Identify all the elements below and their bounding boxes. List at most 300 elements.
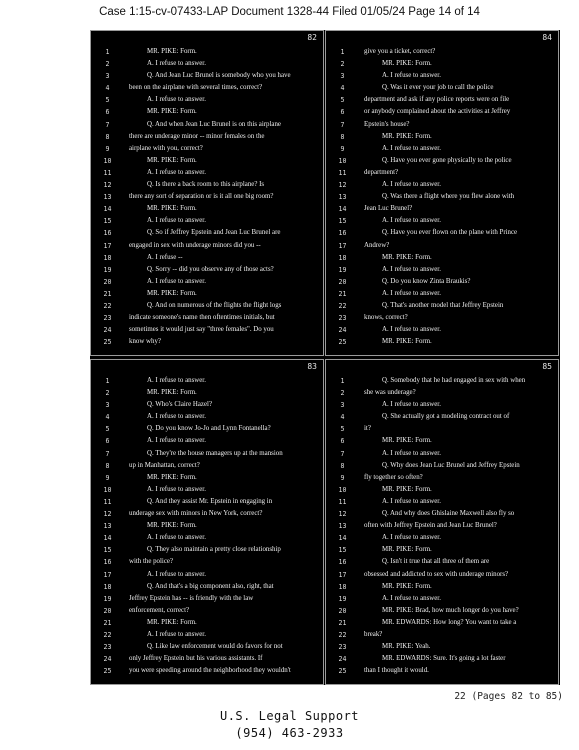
line-text: A. I refuse to answer.: [147, 534, 206, 542]
transcript-line: [91, 203, 323, 215]
transcript-line: [326, 460, 558, 472]
line-text: A. I refuse to answer.: [382, 144, 441, 152]
transcript-line: [91, 544, 323, 556]
transcript-line: [326, 336, 558, 348]
transcript-line: [91, 605, 323, 617]
line-number: 13: [103, 193, 112, 202]
line-text: A. I refuse to answer.: [147, 485, 206, 493]
transcript-line: [326, 556, 558, 568]
line-number: 16: [338, 558, 347, 567]
line-text: or anybody complained about the activities at Jeffrey: [364, 108, 511, 116]
line-text: indicate someone's name then oftentimes initials, but: [129, 314, 275, 322]
line-text: A. I refuse to answer.: [382, 401, 441, 409]
line-text: than I thought it would.: [364, 667, 429, 675]
line-number: 5: [105, 96, 110, 105]
transcript-line: [326, 119, 558, 131]
line-text: Q. Do you know Jo-Jo and Lynn Fontanella?: [147, 425, 271, 433]
line-text: MR. PIKE: Form.: [147, 522, 197, 530]
page-lines: [326, 46, 558, 348]
line-number: 22: [338, 630, 347, 639]
line-text: Q. And why does Ghislaine Maxwell also fly so: [382, 510, 515, 518]
line-text: Andrew?: [364, 241, 390, 249]
transcript-line: [326, 203, 558, 215]
line-number: 12: [103, 181, 112, 190]
line-number: 23: [103, 314, 112, 323]
line-text: Q. Like law enforcement would do favors for not: [147, 643, 283, 651]
line-number: 4: [105, 413, 110, 422]
line-number: 16: [103, 229, 112, 238]
line-text: give you a ticket, correct?: [364, 48, 436, 55]
transcript-line: [326, 300, 558, 312]
line-text: MR. EDWARDS: How long? You want to take a: [382, 618, 517, 626]
line-text: A. I refuse to answer.: [382, 181, 441, 189]
transcript-line: [326, 387, 558, 399]
page-number: 83: [307, 362, 317, 371]
line-number: 14: [338, 205, 347, 214]
line-number: 16: [338, 229, 347, 238]
line-text: Q. That's another model that Jeffrey Epstein: [382, 301, 504, 309]
transcript-line: [326, 375, 558, 387]
line-text: engaged in sex with underage minors did you --: [129, 241, 261, 249]
transcript-line: [326, 435, 558, 447]
line-text: MR. PIKE: Form.: [147, 618, 197, 626]
line-number: 18: [103, 582, 112, 591]
transcript-line: [326, 617, 558, 629]
transcript-sheet: [90, 30, 560, 685]
line-text: Q. Do you know Zinta Braukis?: [382, 277, 471, 285]
line-text: MR. PIKE: Form.: [382, 132, 432, 140]
transcript-line: [326, 665, 558, 677]
line-number: 11: [103, 497, 112, 506]
line-text: MR. PIKE: Form.: [147, 156, 197, 164]
line-text: Q. And when Jean Luc Brunel is on this airplane: [147, 120, 281, 128]
line-text: MR. PIKE: Form.: [147, 108, 197, 116]
line-text: A. I refuse to answer.: [382, 534, 441, 542]
line-text: fly together so often?: [364, 473, 423, 481]
line-text: A. I refuse to answer.: [147, 60, 206, 68]
line-text: department and ask if any police reports were on file: [364, 96, 510, 104]
line-number: 8: [340, 132, 345, 141]
transcript-line: [91, 496, 323, 508]
page-number: 82: [307, 33, 317, 42]
line-number: 19: [103, 594, 112, 603]
line-number: 18: [338, 582, 347, 591]
line-text: been on the airplane with several times, correct?: [129, 84, 263, 92]
transcript-line: [91, 106, 323, 118]
transcript-line: [91, 581, 323, 593]
line-text: Q. Have you ever gone physically to the police: [382, 156, 512, 164]
line-text: MR. EDWARDS: Sure. It's going a lot faster: [382, 655, 506, 663]
transcript-line: [326, 653, 558, 665]
line-number: 4: [340, 413, 345, 422]
line-text: A. I refuse to answer.: [147, 277, 206, 285]
transcript-line: [91, 532, 323, 544]
line-number: 6: [105, 437, 110, 446]
line-number: 24: [103, 326, 112, 335]
transcript-line: [91, 556, 323, 568]
line-number: 13: [338, 522, 347, 531]
transcript-line: [326, 641, 558, 653]
transcript-line: [91, 82, 323, 94]
line-number: 14: [338, 534, 347, 543]
line-text: department?: [364, 168, 399, 176]
line-text: Q. And that's a big component also, right, that: [147, 582, 274, 590]
transcript-line: [91, 472, 323, 484]
line-number: 20: [338, 606, 347, 615]
transcript-line: [91, 58, 323, 70]
line-number: 15: [103, 217, 112, 226]
line-text: she was underage?: [364, 389, 416, 397]
line-number: 2: [340, 60, 345, 69]
transcript-line: [91, 215, 323, 227]
line-number: 18: [338, 253, 347, 262]
line-text: A. I refuse to answer.: [382, 326, 441, 334]
line-number: 16: [103, 558, 112, 567]
line-number: 15: [338, 546, 347, 555]
line-number: 24: [338, 326, 347, 335]
transcript-line: [326, 46, 558, 58]
transcript-line: [91, 300, 323, 312]
transcript-line: [91, 155, 323, 167]
transcript-page: [325, 359, 559, 685]
transcript-line: [326, 411, 558, 423]
transcript-line: [326, 94, 558, 106]
line-text: A. I refuse to answer.: [382, 265, 441, 273]
transcript-line: [326, 448, 558, 460]
line-number: 12: [103, 510, 112, 519]
transcript-line: [326, 143, 558, 155]
line-number: 13: [103, 522, 112, 531]
line-text: Jean Luc Brunel?: [364, 205, 413, 213]
transcript-line: [91, 179, 323, 191]
transcript-line: [91, 119, 323, 131]
line-number: 1: [105, 377, 110, 385]
line-number: 25: [338, 667, 347, 676]
line-text: Q. Is there a back room to this airplane? Is: [147, 181, 265, 189]
line-text: A. I refuse to answer.: [147, 570, 206, 578]
line-number: 1: [340, 48, 345, 56]
line-text: Q. Somebody that he had engaged in sex with when: [382, 377, 526, 384]
transcript-line: [326, 312, 558, 324]
line-number: 23: [338, 643, 347, 652]
transcript-line: [326, 264, 558, 276]
line-number: 22: [103, 301, 112, 310]
line-text: MR. PIKE: Form.: [382, 437, 432, 445]
transcript-line: [326, 155, 558, 167]
line-number: 14: [103, 205, 112, 214]
line-text: Q. Isn't it true that all three of them are: [382, 558, 490, 566]
line-text: MR. PIKE: Form.: [382, 485, 432, 493]
transcript-line: [91, 617, 323, 629]
transcript-line: [91, 508, 323, 520]
line-text: MR. PIKE: Form.: [147, 289, 197, 297]
line-number: 1: [105, 48, 110, 56]
transcript-line: [326, 605, 558, 617]
line-text: you were speeding around the neighborhood they wouldn't: [129, 667, 291, 675]
line-text: it?: [364, 425, 371, 433]
transcript-line: [91, 484, 323, 496]
transcript-line: [91, 653, 323, 665]
transcript-line: [91, 191, 323, 203]
line-number: 6: [340, 108, 345, 117]
line-text: Epstein's house?: [364, 120, 410, 128]
transcript-line: [91, 448, 323, 460]
transcript-line: [91, 569, 323, 581]
line-number: 15: [103, 546, 112, 555]
page-lines: [91, 46, 323, 348]
transcript-line: [91, 70, 323, 82]
transcript-page: [90, 359, 324, 685]
line-text: A. I refuse to answer.: [382, 72, 441, 80]
line-text: knows, correct?: [364, 314, 408, 322]
line-number: 10: [103, 156, 112, 165]
line-text: up in Manhattan, correct?: [129, 461, 200, 469]
transcript-line: [91, 520, 323, 532]
transcript-line: [326, 629, 558, 641]
line-number: 11: [338, 497, 347, 506]
line-number: 2: [340, 389, 345, 398]
line-number: 9: [340, 473, 345, 482]
line-text: Q. Have you ever flown on the plane with Prince: [382, 229, 518, 237]
line-text: know why?: [129, 338, 161, 346]
transcript-line: [91, 276, 323, 288]
transcript-line: [91, 423, 323, 435]
transcript-line: [91, 131, 323, 143]
line-number: 25: [103, 667, 112, 676]
line-text: A. I refuse to answer.: [147, 377, 206, 384]
transcript-line: [91, 264, 323, 276]
line-number: 20: [338, 277, 347, 286]
line-text: MR. PIKE: Form.: [382, 338, 432, 346]
line-number: 6: [340, 437, 345, 446]
transcript-line: [326, 496, 558, 508]
line-number: 21: [103, 618, 112, 627]
line-number: 4: [340, 84, 345, 93]
line-number: 8: [105, 132, 110, 141]
transcript-line: [326, 70, 558, 82]
line-text: sometimes it would just say "three females". Do you: [129, 326, 274, 334]
transcript-line: [326, 508, 558, 520]
line-text: Q. And on numerous of the flights the flight logs: [147, 301, 282, 309]
line-text: A. I refuse to answer.: [382, 449, 441, 457]
line-number: 17: [103, 241, 112, 250]
transcript-line: [91, 94, 323, 106]
transcript-line: [91, 375, 323, 387]
line-number: 23: [103, 643, 112, 652]
transcript-line: [326, 544, 558, 556]
line-text: MR. PIKE: Form.: [147, 48, 197, 55]
line-number: 6: [105, 108, 110, 117]
line-text: Q. Who's Claire Hazel?: [147, 401, 213, 409]
line-number: 3: [340, 72, 345, 81]
line-text: A. I refuse to answer.: [147, 437, 206, 445]
transcript-line: [91, 460, 323, 472]
line-text: A. I refuse to answer.: [382, 289, 441, 297]
line-text: enforcement, correct?: [129, 606, 190, 614]
line-number: 3: [105, 72, 110, 81]
transcript-line: [91, 240, 323, 252]
transcript-line: [326, 106, 558, 118]
line-number: 8: [340, 461, 345, 470]
line-text: Q. They're the house managers up at the mansion: [147, 449, 283, 457]
line-number: 17: [103, 570, 112, 579]
line-number: 1: [340, 377, 345, 385]
transcript-line: [326, 131, 558, 143]
line-number: 7: [105, 120, 110, 129]
page-lines: [326, 375, 558, 677]
line-number: 7: [340, 449, 345, 458]
line-number: 25: [338, 338, 347, 347]
line-text: underage sex with minors in New York, correct?: [129, 510, 263, 518]
transcript-line: [91, 336, 323, 348]
line-number: 7: [105, 449, 110, 458]
transcript-line: [91, 387, 323, 399]
transcript-line: [326, 215, 558, 227]
line-number: 20: [103, 606, 112, 615]
transcript-line: [326, 240, 558, 252]
line-text: Q. So if Jeffrey Epstein and Jean Luc Brunel are: [147, 229, 281, 237]
line-number: 21: [338, 289, 347, 298]
line-text: Q. And they assist Mr. Epstein in engaging in: [147, 497, 273, 505]
transcript-line: [91, 46, 323, 58]
line-text: MR. PIKE: Yeah.: [382, 643, 431, 651]
transcript-line: [91, 435, 323, 447]
line-text: Q. They also maintain a pretty close relationship: [147, 546, 281, 554]
line-number: 10: [338, 156, 347, 165]
transcript-page: [325, 30, 559, 356]
line-number: 22: [103, 630, 112, 639]
transcript-line: [91, 324, 323, 336]
page-lines: [91, 375, 323, 677]
line-text: Q. Was it ever your job to call the police: [382, 84, 494, 92]
transcript-line: [91, 629, 323, 641]
line-text: there any sort of separation or is it all one big room?: [129, 193, 274, 201]
transcript-page: [90, 30, 324, 356]
transcript-line: [91, 665, 323, 677]
line-number: 10: [338, 485, 347, 494]
transcript-line: [326, 532, 558, 544]
footer-company: U.S. Legal Support: [219, 709, 360, 723]
line-text: MR. PIKE: Brad, how much longer do you have?: [382, 606, 519, 614]
line-number: 7: [340, 120, 345, 129]
line-number: 19: [338, 265, 347, 274]
transcript-line: [91, 167, 323, 179]
line-text: Q. Sorry -- did you observe any of those acts?: [147, 265, 274, 273]
line-text: Jeffrey Epstein has -- is friendly with the law: [129, 594, 254, 602]
line-text: A. I refuse to answer.: [147, 630, 206, 638]
line-text: there are underage minor -- minor females on the: [129, 132, 265, 140]
line-text: MR. PIKE: Form.: [147, 389, 197, 397]
line-number: 18: [103, 253, 112, 262]
line-text: Q. Was there a flight where you flew alone with: [382, 193, 515, 201]
line-number: 19: [338, 594, 347, 603]
transcript-line: [91, 227, 323, 239]
line-number: 24: [103, 655, 112, 664]
line-number: 9: [105, 473, 110, 482]
line-number: 2: [105, 60, 110, 69]
line-number: 21: [338, 618, 347, 627]
line-text: MR. PIKE: Form.: [147, 473, 197, 481]
line-number: 24: [338, 655, 347, 664]
transcript-line: [326, 58, 558, 70]
transcript-line: [326, 191, 558, 203]
line-text: with the police?: [129, 558, 174, 566]
line-text: Q. Why does Jean Luc Brunel and Jeffrey Epstein: [382, 461, 520, 469]
line-text: MR. PIKE: Form.: [382, 546, 432, 554]
line-text: A. I refuse to answer.: [382, 497, 441, 505]
page-number: 85: [542, 362, 552, 371]
line-number: 11: [103, 168, 112, 177]
line-number: 22: [338, 301, 347, 310]
transcript-line: [326, 167, 558, 179]
line-text: only Jeffrey Epstein but his various assistants. If: [129, 655, 263, 663]
line-text: break?: [364, 630, 383, 638]
line-text: often with Jeffrey Epstein and Jean Luc Brunel?: [364, 522, 497, 530]
transcript-line: [326, 423, 558, 435]
transcript-line: [326, 288, 558, 300]
line-number: 15: [338, 217, 347, 226]
transcript-line: [326, 276, 558, 288]
line-text: A. I refuse to answer.: [147, 217, 206, 225]
line-number: 11: [338, 168, 347, 177]
line-number: 9: [105, 144, 110, 153]
transcript-line: [91, 411, 323, 423]
line-number: 25: [103, 338, 112, 347]
line-number: 8: [105, 461, 110, 470]
line-text: obsessed and addicted to sex with underage minors?: [364, 570, 509, 578]
case-header: Case 1:15-cv-07433-LAP Document 1328-44 Filed 01/05/24 Page 14 of 14: [99, 6, 480, 18]
line-number: 2: [105, 389, 110, 398]
line-number: 3: [340, 401, 345, 410]
line-text: A. I refuse to answer.: [147, 96, 206, 104]
transcript-line: [326, 472, 558, 484]
transcript-line: [326, 227, 558, 239]
line-number: 12: [338, 181, 347, 190]
transcript-line: [326, 484, 558, 496]
line-number: 13: [338, 193, 347, 202]
line-number: 5: [340, 96, 345, 105]
line-number: 19: [103, 265, 112, 274]
line-text: A. I refuse to answer.: [382, 217, 441, 225]
line-number: 17: [338, 241, 347, 250]
line-number: 5: [340, 425, 345, 434]
transcript-line: [91, 641, 323, 653]
footer-phone: (954) 463-2933: [235, 726, 344, 740]
transcript-line: [326, 82, 558, 94]
line-text: Q. And Jean Luc Brunel is somebody who you have: [147, 72, 291, 80]
transcript-line: [326, 569, 558, 581]
transcript-line: [91, 312, 323, 324]
transcript-line: [91, 143, 323, 155]
line-text: MR. PIKE: Form.: [147, 205, 197, 213]
transcript-line: [91, 252, 323, 264]
transcript-line: [326, 399, 558, 411]
line-text: A. I refuse to answer.: [147, 168, 206, 176]
transcript-line: [91, 399, 323, 411]
transcript-line: [326, 252, 558, 264]
line-number: 10: [103, 485, 112, 494]
transcript-line: [326, 581, 558, 593]
line-text: A. I refuse to answer.: [382, 594, 441, 602]
line-text: A. I refuse to answer.: [147, 413, 206, 421]
transcript-line: [326, 593, 558, 605]
line-number: 9: [340, 144, 345, 153]
line-number: 17: [338, 570, 347, 579]
transcript-line: [326, 324, 558, 336]
line-number: 5: [105, 425, 110, 434]
line-number: 14: [103, 534, 112, 543]
line-text: MR. PIKE: Form.: [382, 60, 432, 68]
